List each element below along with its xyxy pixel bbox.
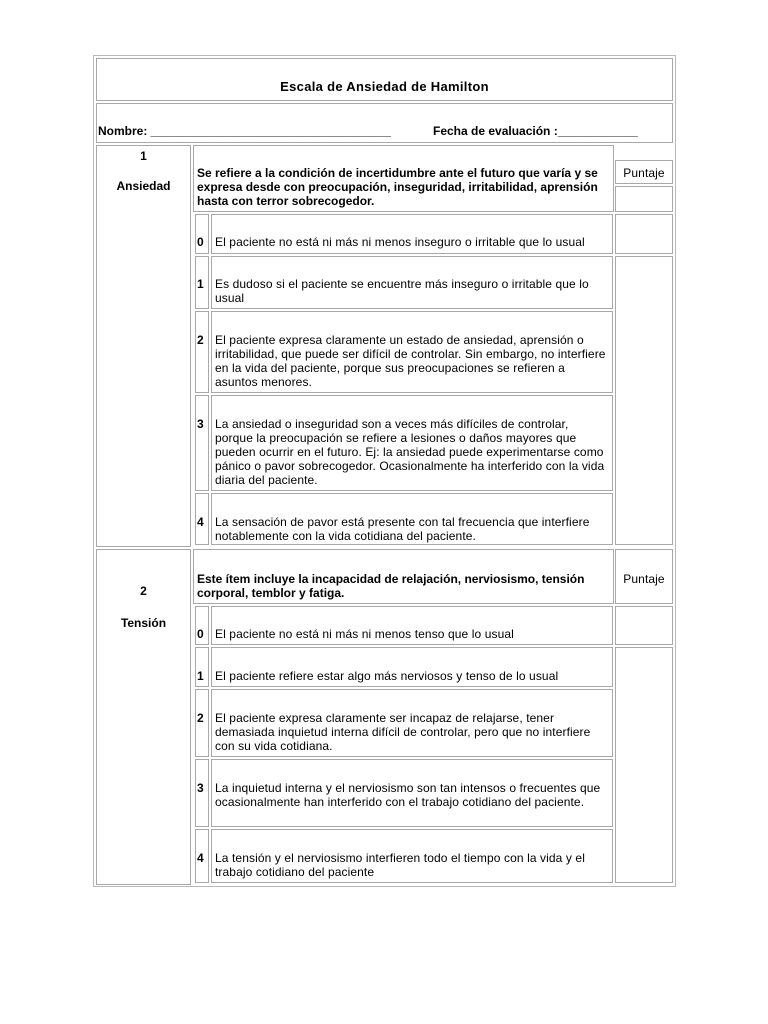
item-text: La sensación de pavor está presente con tal frecuencia que interfiere notablemente con la vida cotidiana del paciente. bbox=[215, 515, 590, 543]
score-input[interactable] bbox=[615, 214, 673, 254]
item-number: 2 bbox=[197, 711, 204, 725]
section-number: 2 bbox=[140, 584, 147, 598]
item-number: 1 bbox=[197, 277, 204, 291]
score-label: Puntaje bbox=[623, 572, 665, 586]
fecha-field[interactable]: Fecha de evaluación :____________ bbox=[433, 124, 638, 138]
item-number: 3 bbox=[197, 417, 204, 431]
score-label: Puntaje bbox=[623, 166, 665, 180]
item-number: 2 bbox=[197, 333, 204, 347]
score-input[interactable] bbox=[615, 256, 673, 545]
page-title: Escala de Ansiedad de Hamilton bbox=[280, 79, 489, 94]
item-text: La ansiedad o inseguridad son a veces más difíciles de controlar, porque la preocupación se refiere a lesiones o daños mayores que pueden ocurrir en el futuro. Ej: la ansiedad puede experimentarse como pánico o pavor sobrecogedor. Ocasionalmente ha interferido con la vida diaria del paciente. bbox=[215, 417, 605, 487]
section-name: Tensión bbox=[120, 616, 167, 630]
item-number: 1 bbox=[197, 669, 204, 683]
item-text: La tensión y el nerviosismo interfieren todo el tiempo con la vida y el trabajo cotidiano del paciente bbox=[215, 851, 585, 879]
item-text: El paciente no está ni más ni menos tenso que lo usual bbox=[215, 627, 514, 641]
item-number: 4 bbox=[197, 515, 204, 529]
section-name: Ansiedad bbox=[116, 179, 171, 193]
section-number: 1 bbox=[140, 149, 147, 163]
item-number-cell bbox=[195, 311, 209, 393]
item-text: El paciente no está ni más ni menos inseguro o irritable que lo usual bbox=[215, 235, 585, 249]
section-description: Se refiere a la condición de incertidumbre ante el futuro que varía y se expresa desde con preocupación, inseguridad, irritabilidad, aprensión hasta con terror sobrecogedor. bbox=[197, 166, 598, 208]
section-label-cell bbox=[96, 549, 191, 885]
item-number-cell bbox=[195, 395, 209, 491]
item-number: 0 bbox=[197, 627, 204, 641]
item-text: Es dudoso si el paciente se encuentre más inseguro o irritable que lo usual bbox=[215, 277, 589, 305]
item-number: 3 bbox=[197, 781, 204, 795]
item-number: 4 bbox=[197, 851, 204, 865]
section-label-cell bbox=[96, 145, 191, 547]
item-number: 0 bbox=[197, 235, 204, 249]
item-text: La inquietud interna y el nerviosismo son tan intensos o frecuentes que ocasionalmente han interferido con el trabajo cotidiano del paciente. bbox=[215, 781, 601, 809]
nombre-field[interactable]: Nombre: ____________________________________ bbox=[98, 124, 391, 138]
score-input[interactable] bbox=[615, 647, 673, 883]
item-text: El paciente expresa claramente un estado de ansiedad, aprensión o irritabilidad, que puede ser difícil de controlar. Sin embargo, no interfiere en la vida del paciente, porque sus preocupaciones se refieren a asuntos menores. bbox=[215, 333, 606, 389]
section-description: Este ítem incluye la incapacidad de relajación, nerviosismo, tensión corporal, temblor y fatiga. bbox=[197, 572, 585, 600]
score-input[interactable] bbox=[615, 186, 673, 212]
item-text: El paciente expresa claramente ser incapaz de relajarse, tener demasiada inquietud interna difícil de controlar, pero que no interfiere con su vida cotidiana. bbox=[215, 711, 591, 753]
score-input[interactable] bbox=[615, 606, 673, 645]
item-text: El paciente refiere estar algo más nerviosos y tenso de lo usual bbox=[215, 669, 559, 683]
